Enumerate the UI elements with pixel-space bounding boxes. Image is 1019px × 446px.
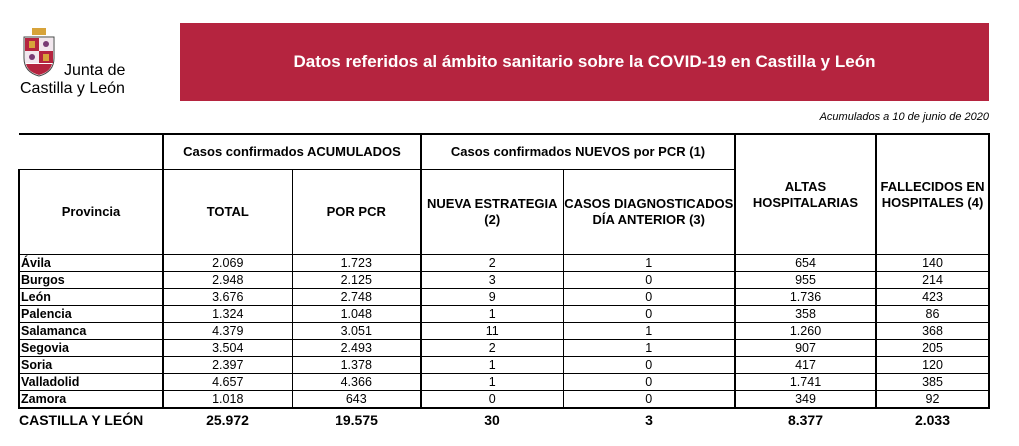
cell-total: 4.379 (163, 323, 292, 340)
cell-diag: 1 (563, 323, 735, 340)
cell-total: 2.069 (163, 255, 292, 272)
total-altas: 8.377 (787, 412, 824, 428)
cell-altas: 417 (735, 357, 876, 374)
cell-altas: 907 (735, 340, 876, 357)
cell-nueva: 3 (421, 272, 563, 289)
cell-por-pcr: 3.051 (292, 323, 421, 340)
cell-provincia: Valladolid (19, 374, 163, 391)
total-diag: 3 (645, 412, 653, 428)
cell-nueva: 2 (421, 340, 563, 357)
table-row (19, 272, 989, 289)
cell-total: 2.397 (163, 357, 292, 374)
cell-diag: 0 (563, 374, 735, 391)
cell-por-pcr: 2.125 (292, 272, 421, 289)
total-por-pcr: 19.575 (335, 412, 378, 428)
junta-logo (18, 28, 168, 98)
cell-por-pcr: 2.748 (292, 289, 421, 306)
logo-text-line1: Junta de (64, 62, 126, 79)
cell-nueva: 9 (421, 289, 563, 306)
logo-text-line2: Castilla y León (20, 80, 125, 97)
cell-provincia: Segovia (19, 340, 163, 357)
coat-of-arms-icon (18, 28, 60, 78)
table-row (19, 391, 989, 409)
cell-provincia: Burgos (19, 272, 163, 289)
cell-diag: 0 (563, 306, 735, 323)
total-total: 25.972 (206, 412, 249, 428)
header-altas: ALTAS HOSPITALARIAS (735, 134, 876, 255)
table-row (19, 340, 989, 357)
total-fallecidos: 2.033 (914, 412, 951, 428)
table-row (19, 289, 989, 306)
cell-total: 4.657 (163, 374, 292, 391)
header-provincia: Provincia (19, 170, 163, 255)
cell-fallecidos: 385 (876, 374, 989, 391)
totals-row (19, 408, 989, 431)
cell-diag: 0 (563, 272, 735, 289)
cell-diag: 0 (563, 289, 735, 306)
cell-fallecidos: 368 (876, 323, 989, 340)
cell-altas: 1.260 (735, 323, 876, 340)
cell-nueva: 2 (421, 255, 563, 272)
cell-fallecidos: 140 (876, 255, 989, 272)
cell-provincia: Soria (19, 357, 163, 374)
cell-total: 1.324 (163, 306, 292, 323)
cell-total: 3.504 (163, 340, 292, 357)
cell-fallecidos: 214 (876, 272, 989, 289)
cell-por-pcr: 1.048 (292, 306, 421, 323)
cell-provincia: León (19, 289, 163, 306)
header-fallecidos: FALLECIDOS EN HOSPITALES (4) (876, 134, 989, 255)
cell-total: 1.018 (163, 391, 292, 409)
banner-title: Datos referidos al ámbito sanitario sobre la COVID-19 en Castilla y León (293, 52, 876, 71)
cell-por-pcr: 643 (292, 391, 421, 409)
cell-diag: 0 (563, 391, 735, 409)
cell-diag: 1 (563, 255, 735, 272)
header-por-pcr: POR PCR (292, 170, 421, 255)
header-nuevos: Casos confirmados NUEVOS por PCR (1) (421, 134, 735, 170)
table-row (19, 357, 989, 374)
cell-nueva: 0 (421, 391, 563, 409)
cell-fallecidos: 120 (876, 357, 989, 374)
cell-provincia: Zamora (19, 391, 163, 409)
cell-provincia: Palencia (19, 306, 163, 323)
cell-por-pcr: 1.723 (292, 255, 421, 272)
table-row (19, 255, 989, 272)
cell-fallecidos: 423 (876, 289, 989, 306)
table-row (19, 323, 989, 340)
table-row (19, 374, 989, 391)
cell-provincia: Salamanca (19, 323, 163, 340)
date-note: Acumulados a 10 de junio de 2020 (819, 111, 989, 123)
header-total: TOTAL (163, 170, 292, 255)
cell-total: 2.948 (163, 272, 292, 289)
header-blank-cell (19, 134, 163, 170)
cell-por-pcr: 4.366 (292, 374, 421, 391)
cell-altas: 1.741 (735, 374, 876, 391)
cell-altas: 654 (735, 255, 876, 272)
cell-por-pcr: 2.493 (292, 340, 421, 357)
cell-fallecidos: 92 (876, 391, 989, 409)
cell-diag: 0 (563, 357, 735, 374)
total-provincia: CASTILLA Y LEÓN (19, 412, 144, 428)
cell-nueva: 11 (421, 323, 563, 340)
table-row (19, 306, 989, 323)
cell-diag: 1 (563, 340, 735, 357)
header-casos-diagnosticados: CASOS DIAGNOSTICADOS DÍA ANTERIOR (3) (563, 170, 735, 255)
cell-nueva: 1 (421, 357, 563, 374)
cell-provincia: Ávila (19, 255, 163, 272)
header-nueva-estrategia: NUEVA ESTRATEGIA (2) (421, 170, 563, 255)
covid-data-table (18, 133, 990, 431)
cell-por-pcr: 1.378 (292, 357, 421, 374)
cell-total: 3.676 (163, 289, 292, 306)
cell-altas: 1.736 (735, 289, 876, 306)
cell-fallecidos: 205 (876, 340, 989, 357)
cell-nueva: 1 (421, 374, 563, 391)
header-acumulados: Casos confirmados ACUMULADOS (163, 134, 421, 170)
cell-fallecidos: 86 (876, 306, 989, 323)
title-banner (180, 23, 989, 101)
cell-altas: 358 (735, 306, 876, 323)
total-nueva: 30 (484, 412, 500, 428)
cell-altas: 349 (735, 391, 876, 409)
cell-altas: 955 (735, 272, 876, 289)
cell-nueva: 1 (421, 306, 563, 323)
